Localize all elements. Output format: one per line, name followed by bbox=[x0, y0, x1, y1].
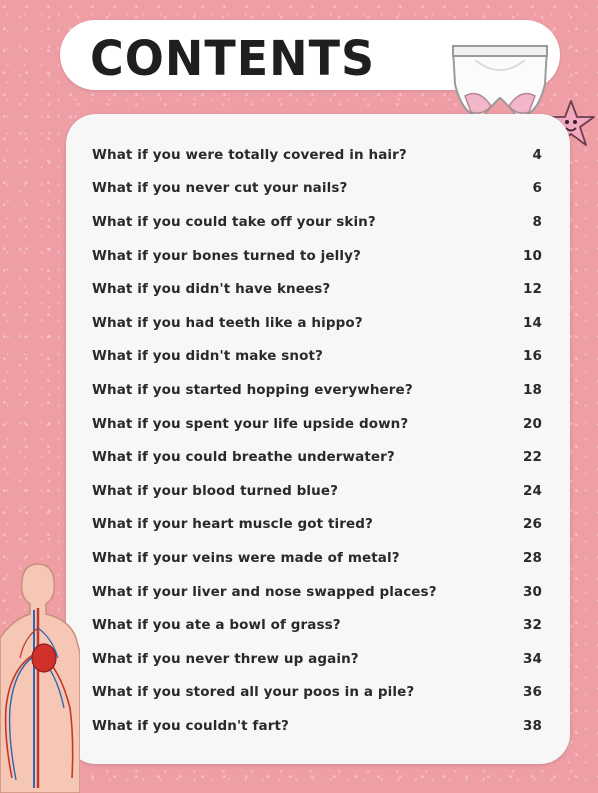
entry-page-number: 38 bbox=[523, 717, 542, 734]
entry-page-number: 4 bbox=[532, 146, 542, 163]
entry-title: What if you never cut your nails? bbox=[92, 180, 348, 197]
entry-page-number: 14 bbox=[523, 314, 542, 331]
entry-page-number: 24 bbox=[523, 482, 542, 499]
contents-entry[interactable] bbox=[92, 474, 542, 508]
contents-entry[interactable] bbox=[92, 205, 542, 239]
contents-entry[interactable] bbox=[92, 709, 542, 743]
entry-title: What if you couldn't fart? bbox=[92, 717, 289, 734]
entry-title: What if you ate a bowl of grass? bbox=[92, 617, 341, 634]
entry-page-number: 10 bbox=[523, 247, 542, 264]
contents-entry[interactable] bbox=[92, 541, 542, 575]
entry-title: What if you didn't make snot? bbox=[92, 348, 323, 365]
page-title: CONTENTS bbox=[90, 29, 376, 87]
contents-entry[interactable] bbox=[92, 642, 542, 676]
contents-entry[interactable] bbox=[92, 138, 542, 172]
entry-title: What if you had teeth like a hippo? bbox=[92, 314, 363, 331]
contents-entry[interactable] bbox=[92, 306, 542, 340]
entry-title: What if you could take off your skin? bbox=[92, 213, 376, 230]
entry-title: What if you never threw up again? bbox=[92, 650, 359, 667]
contents-entry[interactable] bbox=[92, 373, 542, 407]
circulatory-body-icon bbox=[0, 558, 80, 793]
contents-entry[interactable] bbox=[92, 407, 542, 441]
entry-title: What if your liver and nose swapped places? bbox=[92, 583, 437, 600]
contents-entry[interactable] bbox=[92, 172, 542, 206]
contents-list bbox=[92, 138, 542, 743]
entry-title: What if you stored all your poos in a pile? bbox=[92, 684, 415, 701]
entry-title: What if you started hopping everywhere? bbox=[92, 381, 413, 398]
entry-page-number: 26 bbox=[523, 516, 542, 533]
entry-page-number: 12 bbox=[523, 281, 542, 298]
entry-page-number: 20 bbox=[523, 415, 542, 432]
contents-entry[interactable] bbox=[92, 676, 542, 710]
entry-title: What if your veins were made of metal? bbox=[92, 549, 400, 566]
entry-page-number: 34 bbox=[523, 650, 542, 667]
contents-entry[interactable] bbox=[92, 608, 542, 642]
contents-entry[interactable] bbox=[92, 239, 542, 273]
entry-page-number: 30 bbox=[523, 583, 542, 600]
entry-page-number: 22 bbox=[523, 449, 542, 466]
entry-page-number: 18 bbox=[523, 381, 542, 398]
contents-entry[interactable] bbox=[92, 440, 542, 474]
underpants-icon bbox=[445, 40, 555, 120]
entry-title: What if you didn't have knees? bbox=[92, 281, 331, 298]
contents-entry[interactable] bbox=[92, 272, 542, 306]
entry-title: What if your bones turned to jelly? bbox=[92, 247, 361, 264]
entry-page-number: 36 bbox=[523, 684, 542, 701]
contents-entry[interactable] bbox=[92, 508, 542, 542]
entry-title: What if your heart muscle got tired? bbox=[92, 516, 373, 533]
entry-page-number: 28 bbox=[523, 549, 542, 566]
entry-title: What if you were totally covered in hair? bbox=[92, 146, 407, 163]
entry-title: What if you could breathe underwater? bbox=[92, 449, 395, 466]
entry-page-number: 16 bbox=[523, 348, 542, 365]
entry-title: What if you spent your life upside down? bbox=[92, 415, 409, 432]
entry-page-number: 8 bbox=[532, 213, 542, 230]
contents-entry[interactable] bbox=[92, 575, 542, 609]
contents-entry[interactable] bbox=[92, 340, 542, 374]
entry-title: What if your blood turned blue? bbox=[92, 482, 339, 499]
entry-page-number: 6 bbox=[532, 180, 542, 197]
entry-page-number: 32 bbox=[523, 617, 542, 634]
